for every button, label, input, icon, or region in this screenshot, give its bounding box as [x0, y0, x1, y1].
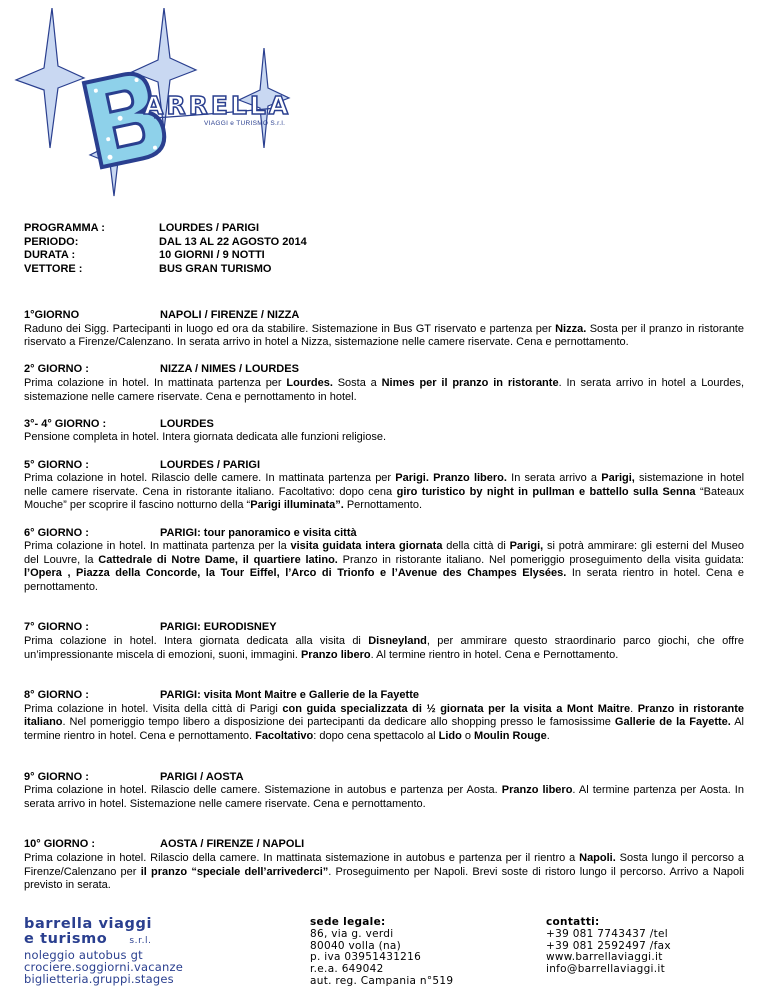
text: Prima colazione in hotel. Intera giornata dedicata alla visita di — [24, 635, 369, 648]
day-section — [24, 621, 744, 662]
day-section — [24, 527, 744, 595]
day-label: 3°- 4° GIORNO : — [24, 417, 107, 430]
text: Prima colazione in hotel. In mattinata partenza per — [24, 376, 287, 389]
text: o — [461, 730, 475, 743]
day-section — [24, 363, 744, 404]
day-label: 7° GIORNO : — [24, 621, 89, 634]
footer-brand — [24, 917, 183, 985]
day-title: LOURDES — [160, 417, 214, 430]
day-heading — [24, 363, 744, 377]
text: Pensione completa in hotel. Intera giornata dedicata alle funzioni religiose. — [24, 431, 387, 444]
legal-line: r.e.a. 649042 — [310, 963, 384, 976]
day-heading — [24, 459, 744, 473]
day-label: 1°GIORNO — [24, 309, 80, 321]
day-label: 6° GIORNO : — [24, 526, 89, 539]
header-row-programma — [24, 222, 307, 236]
header-row-durata — [24, 249, 307, 263]
service-line: biglietteria.gruppi.stages — [24, 972, 174, 986]
programme-header — [24, 222, 307, 276]
day-description — [24, 431, 744, 445]
bold-text: Parigi illuminata”. — [250, 499, 344, 512]
brand-name-etr: e turismo — [24, 931, 108, 947]
bold-text: Nimes per il pranzo in ristorante — [381, 376, 559, 389]
text: . Nel pomeriggio tempo libero a disposizione dei partecipanti da dedicare allo shopping presso le famosissime — [62, 716, 615, 729]
logo-wordmark: ARRELLA — [144, 91, 292, 120]
header-label: PERIODO: — [24, 235, 79, 248]
header-value: DAL 13 AL 22 AGOSTO 2014 — [159, 235, 307, 248]
day-heading — [24, 771, 744, 785]
day-description — [24, 784, 744, 811]
text: , per ammirare questo straordinario parco giochi, che offre un’impressionante miscela di emozioni, suoni, immagini. — [24, 635, 744, 661]
text: Sosta lungo il percorso a Firenze/Calenzano per — [24, 852, 744, 878]
day-title: AOSTA / FIRENZE / NAPOLI — [160, 838, 305, 851]
legal-line: 80040 volla (na) — [310, 939, 402, 952]
text: Sosta per il pranzo in ristorante riservato a Firenze/Calenzano. In serata arrivo in hotel a Nizza, sistemazione nelle camere riservate. Cena e pernottamento. — [24, 322, 744, 349]
text: Prima colazione in hotel. Rilascio delle camere. Sistemazione in autobus e partenza per Aosta. — [24, 784, 502, 797]
text: Prima colazione in hotel. Rilascio della camere. In mattinata sistemazione in autobus e partenza per il rientro a — [24, 852, 580, 864]
text: . — [546, 730, 550, 743]
bold-text: Lourdes. — [286, 376, 333, 389]
barrella-logo — [14, 8, 314, 198]
day-heading — [24, 418, 744, 432]
day-heading — [24, 309, 744, 323]
day-label: 5° GIORNO : — [24, 458, 89, 471]
header-row-vettore — [24, 263, 307, 277]
day-title: PARIGI: tour panoramico e visita città — [160, 526, 357, 539]
text: Pranzo in ristorante italiano. Nel pomeriggio proseguimento della visita guidata: — [337, 553, 744, 566]
legal-line: p. iva 03951431216 — [310, 951, 422, 964]
bold-text: Moulin Rouge — [474, 730, 547, 743]
bold-text: visita guidata intera giornata — [290, 540, 443, 553]
footer — [24, 917, 744, 987]
day-description — [24, 323, 744, 350]
day-heading — [24, 689, 744, 703]
itinerary — [24, 309, 744, 906]
bold-text: con guida specializzata di ½ giornata per la visita a Mont Maitre — [282, 702, 631, 715]
day-label: 9° GIORNO : — [24, 770, 89, 783]
text: . Al termine partenza per Aosta. In serata arrivo in hotel. Sistemazione nelle camere riservate. Cena e pernottamento. — [24, 784, 744, 810]
text: In serata arrivo a — [506, 472, 602, 485]
bold-text: Gallerie de la Fayette. — [614, 716, 731, 729]
text: . Al termine rientro in hotel. Cena e Pernottamento. — [370, 648, 619, 661]
text: Prima colazione in hotel. Visita della città di Parigi — [24, 702, 283, 715]
text: “Bateaux Mouche” per scoprire il fascino notturno della “ — [24, 485, 744, 512]
bold-text: Pranzo in ristorante italiano — [24, 702, 744, 729]
contact-fax: +39 081 2592497 /fax — [546, 939, 671, 952]
day-heading — [24, 527, 744, 541]
bold-text: Parigi, — [509, 540, 544, 553]
text: In serata rientro in hotel. Cena e pernottamento. — [24, 567, 744, 593]
brand-name-line2 — [24, 932, 183, 949]
text: Prima colazione in hotel. Rilascio delle camere. In mattinata partenza per — [24, 472, 396, 485]
text: : dopo cena spettacolo al — [313, 730, 439, 743]
contact-website[interactable]: www.barrellaviaggi.it — [546, 951, 663, 964]
bold-text: Disneyland — [368, 635, 427, 648]
day-description — [24, 377, 744, 404]
bold-text: Cattedrale di Notre Dame, il quartiere latino. — [98, 553, 338, 566]
text: Al termine rientro in hotel. Cena e pernottamento. — [24, 716, 744, 743]
text: si potrà ammirare: gli esterni del Museo del Louvre, la — [24, 540, 744, 566]
header-value: 10 GIORNI / 9 NOTTI — [159, 249, 265, 262]
text: Sosta a — [332, 376, 382, 389]
day-description — [24, 540, 744, 594]
contact-email[interactable]: info@barrellaviaggi.it — [546, 963, 666, 976]
header-row-periodo — [24, 236, 307, 250]
header-label: VETTORE : — [24, 262, 83, 275]
day-title: PARIGI: visita Mont Maitre e Gallerie de la Fayette — [160, 689, 419, 702]
day-section — [24, 309, 744, 350]
bold-text: Parigi. Pranzo libero. — [395, 472, 507, 485]
footer-contacts — [546, 917, 671, 976]
contacts-heading: contatti: — [546, 916, 600, 928]
brand-name-line1: barrella viaggi — [24, 916, 153, 932]
day-section — [24, 459, 744, 513]
text: . — [630, 702, 638, 715]
day-heading — [24, 621, 744, 635]
bold-text: il pranzo “speciale dell’arrivederci” — [140, 865, 329, 878]
bold-text: Nizza. — [555, 322, 587, 335]
text: della città di — [442, 540, 510, 553]
day-label: 8° GIORNO : — [24, 689, 89, 702]
day-section — [24, 838, 744, 892]
bold-text: Pranzo libero — [300, 648, 371, 661]
header-label: PROGRAMMA : — [24, 222, 105, 234]
legal-heading: sede legale: — [310, 916, 386, 928]
day-title: PARIGI: EURODISNEY — [160, 621, 277, 634]
day-title: NAPOLI / FIRENZE / NIZZA — [160, 309, 300, 321]
footer-legal — [310, 917, 453, 988]
bold-text: Parigi, — [601, 472, 635, 485]
day-description — [24, 703, 744, 744]
brand-srl: s.r.l. — [129, 936, 152, 946]
text: Prima colazione in hotel. In mattinata partenza per la — [24, 540, 291, 553]
contact-phone: +39 081 7743437 /tel — [546, 927, 669, 940]
legal-line: 86, via g. verdi — [310, 927, 394, 940]
day-description — [24, 852, 744, 893]
legal-line: aut. reg. Campania n°519 — [310, 974, 454, 987]
day-description — [24, 472, 744, 513]
header-label: DURATA : — [24, 249, 76, 262]
bold-text: l’Opera , Piazza della Concorde, la Tour Eiffel, l’Arco di Trionfo e l’Avenue des Champes Elysées. — [24, 567, 567, 580]
logo-subtitle: VIAGGI e TURISMO S.r.l. — [204, 120, 286, 127]
day-heading — [24, 838, 744, 852]
bold-text: Lido — [438, 730, 462, 743]
day-section — [24, 771, 744, 812]
day-title: LOURDES / PARIGI — [160, 458, 261, 471]
text: sistemazione in hotel nelle camere riservate. Cena in ristorante italiano. Facoltativo: dopo cena — [24, 472, 745, 498]
bold-text: Napoli. — [579, 852, 616, 864]
text: Raduno dei Sigg. Partecipanti in luogo ed ora da stabilire. Sistemazione in Bus GT riservato e partenza per — [24, 322, 556, 335]
day-title: PARIGI / AOSTA — [160, 770, 244, 783]
text: Pernottamento. — [343, 499, 423, 512]
day-label: 10° GIORNO : — [24, 838, 96, 851]
bold-text: Pranzo libero — [501, 784, 573, 797]
day-description — [24, 635, 744, 662]
text: . Proseguimento per Napoli. Brevi soste di ristoro lungo il percorso. Arrivo a Napoli previsto in serata. — [24, 865, 745, 892]
header-value: LOURDES / PARIGI — [159, 222, 260, 234]
day-title: NIZZA / NIMES / LOURDES — [160, 363, 299, 376]
day-label: 2° GIORNO : — [24, 363, 89, 376]
service-line: noleggio autobus gt — [24, 948, 143, 962]
header-value: BUS GRAN TURISMO — [159, 262, 272, 275]
day-section — [24, 689, 744, 743]
bold-text: giro turistico by night in pullman e battello sulla Senna — [396, 485, 696, 498]
text: . In serata arrivo in hotel a Lourdes, sistemazione nelle camere riservate. Cena e pernottamento in hotel. — [24, 376, 745, 403]
service-line: crociere.soggiorni.vacanze — [24, 960, 183, 974]
day-section — [24, 418, 744, 445]
bold-text: Facoltativo — [255, 730, 314, 743]
